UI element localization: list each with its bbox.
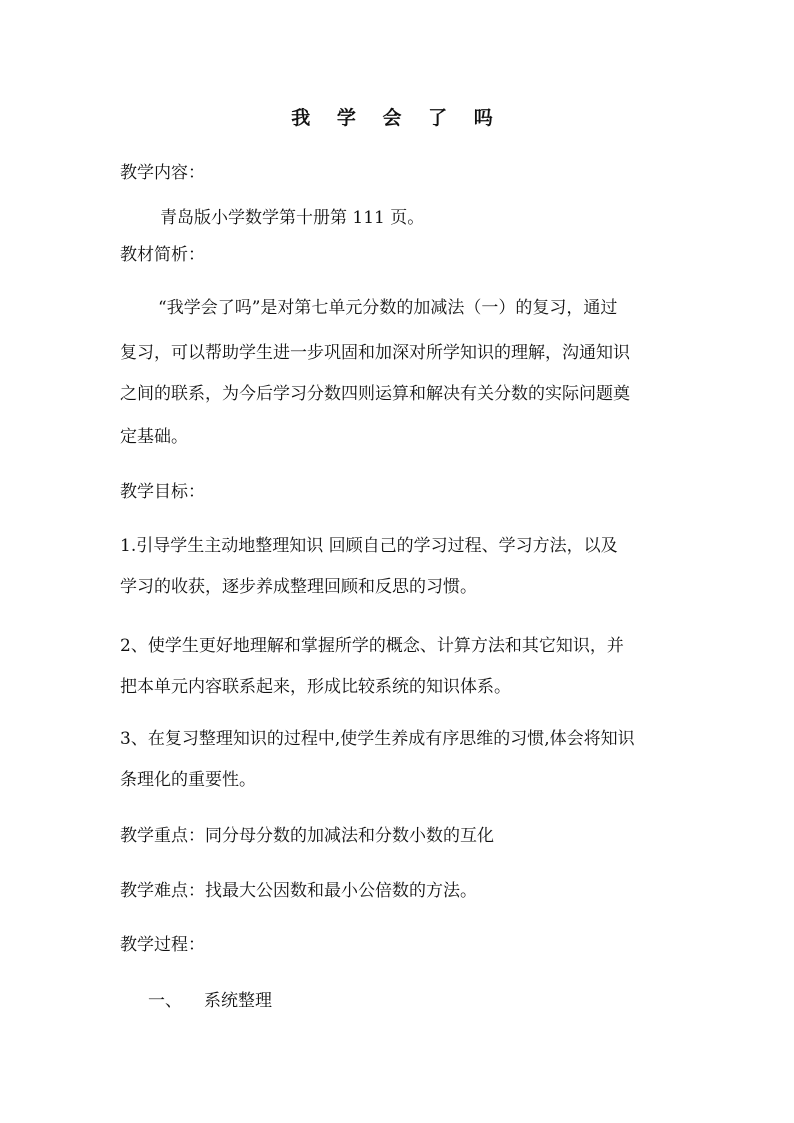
goals-label: 教学目标： — [120, 482, 205, 502]
content-label: 教学内容： — [120, 163, 205, 183]
step-one-text: 系统整理 — [204, 991, 272, 1011]
goal-line-3: 2、使学生更好地理解和掌握所学的概念、计算方法和其它知识，并 — [120, 636, 624, 656]
content-text: 青岛版小学数学第十册第 111 页。 — [160, 208, 425, 228]
key-point: 教学重点：同分母分数的加减法和分数小数的互化 — [120, 826, 494, 846]
analysis-line-1: “我学会了吗”是对第七单元分数的加减法（一）的复习，通过 — [158, 298, 618, 318]
goal-line-1: 1.引导学生主动地整理知识 回顾自己的学习过程、学习方法，以及 — [120, 536, 618, 556]
step-one-number: 一、 — [148, 991, 182, 1011]
goal-line-2: 学习的收获，逐步养成整理回顾和反思的习惯。 — [120, 577, 477, 597]
analysis-line-4: 定基础。 — [120, 427, 188, 447]
goal-line-6: 条理化的重要性。 — [120, 770, 256, 790]
difficulty: 教学难点：找最大公因数和最小公倍数的方法。 — [120, 881, 477, 901]
goal-line-5: 3、在复习整理知识的过程中,使学生养成有序思维的习惯,体会将知识 — [120, 729, 635, 749]
goal-line-4: 把本单元内容联系起来，形成比较系统的知识体系。 — [120, 677, 511, 697]
page-title: 我 学 会 了 吗 — [291, 107, 503, 129]
analysis-line-2: 复习，可以帮助学生进一步巩固和加深对所学知识的理解，沟通知识 — [120, 343, 630, 363]
analysis-label: 教材简析： — [120, 245, 205, 265]
analysis-line-3: 之间的联系，为今后学习分数四则运算和解决有关分数的实际问题奠 — [120, 384, 630, 404]
process-label: 教学过程： — [120, 935, 205, 955]
step-one-heading — [148, 991, 272, 1011]
